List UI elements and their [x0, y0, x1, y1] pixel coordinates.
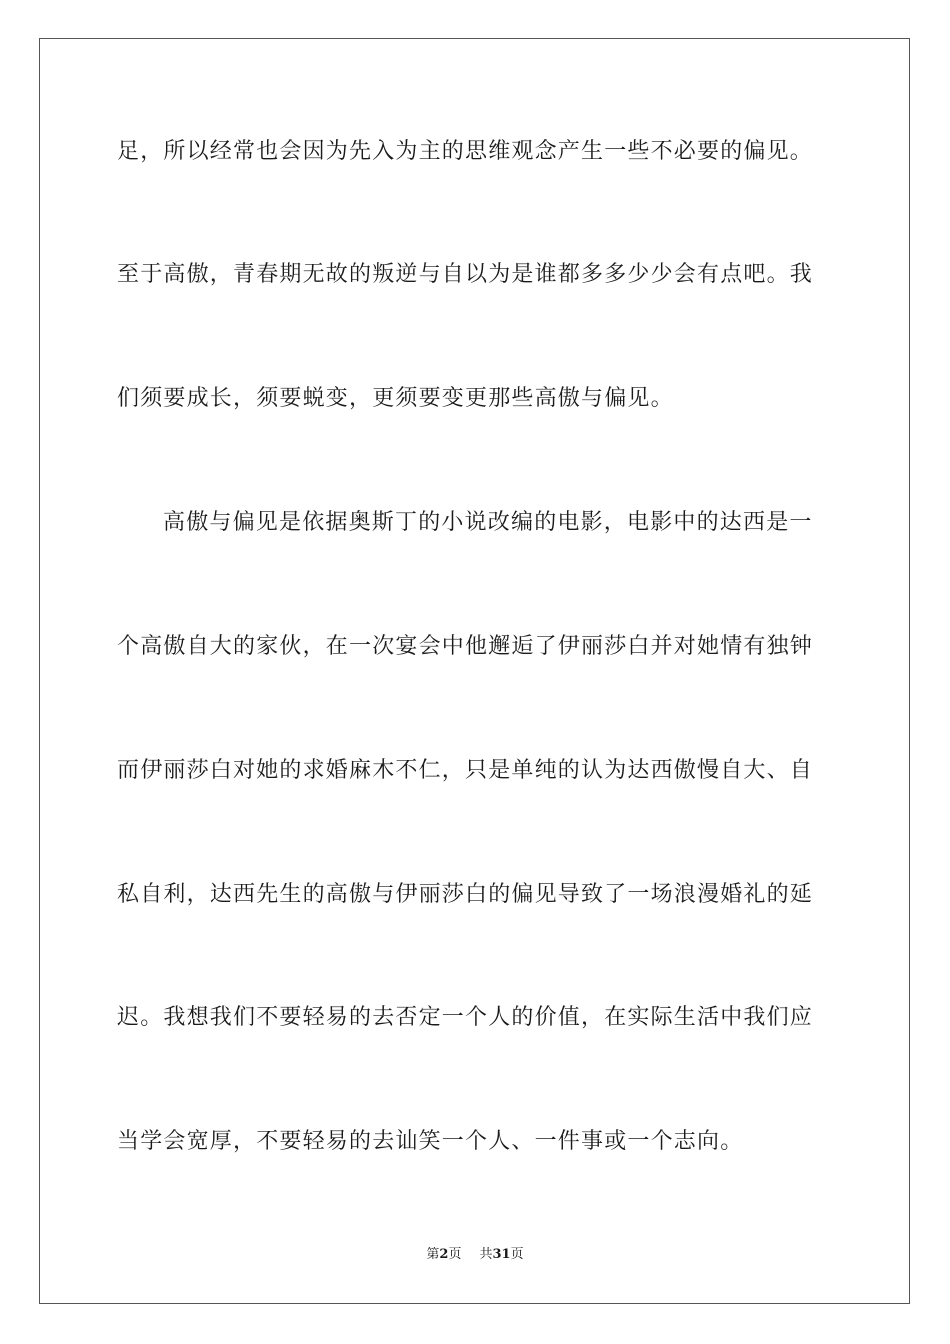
text-line-8: 迟。我想我们不要轻易的去否定一个人的价值，在实际生活中我们应 — [117, 1005, 814, 1030]
text-line-6: 而伊丽莎白对她的求婚麻木不仁，只是单纯的认为达西傲慢自大、自 — [117, 758, 814, 783]
total-pages: 31 — [492, 1247, 511, 1262]
text-line-3: 们须要成长，须要蜕变，更须要变更那些高傲与偏见。 — [117, 386, 674, 411]
page-prefix: 第 — [426, 1247, 440, 1262]
text-line-5: 个高傲自大的家伙，在一次宴会中他邂逅了伊丽莎白并对她情有独钟 — [117, 634, 814, 659]
page-suffix: 页 — [448, 1247, 462, 1262]
total-suffix: 页 — [510, 1247, 524, 1262]
text-line-9: 当学会宽厚，不要轻易的去讪笑一个人、一件事或一个志向。 — [117, 1129, 744, 1154]
page-footer — [0, 1246, 950, 1264]
text-line-1: 足，所以经常也会因为先入为主的思维观念产生一些不必要的偏见。 — [117, 139, 814, 164]
page-number: 2 — [439, 1247, 449, 1262]
total-prefix: 共 — [479, 1247, 493, 1262]
page-frame — [39, 38, 910, 1304]
text-line-4-paragraph-start: 高傲与偏见是依据奥斯丁的小说改编的电影，电影中的达西是一 — [163, 510, 813, 535]
text-line-2: 至于高傲，青春期无故的叛逆与自以为是谁都多多少少会有点吧。我 — [117, 262, 814, 287]
text-line-7: 私自利，达西先生的高傲与伊丽莎白的偏见导致了一场浪漫婚礼的延 — [117, 882, 814, 907]
